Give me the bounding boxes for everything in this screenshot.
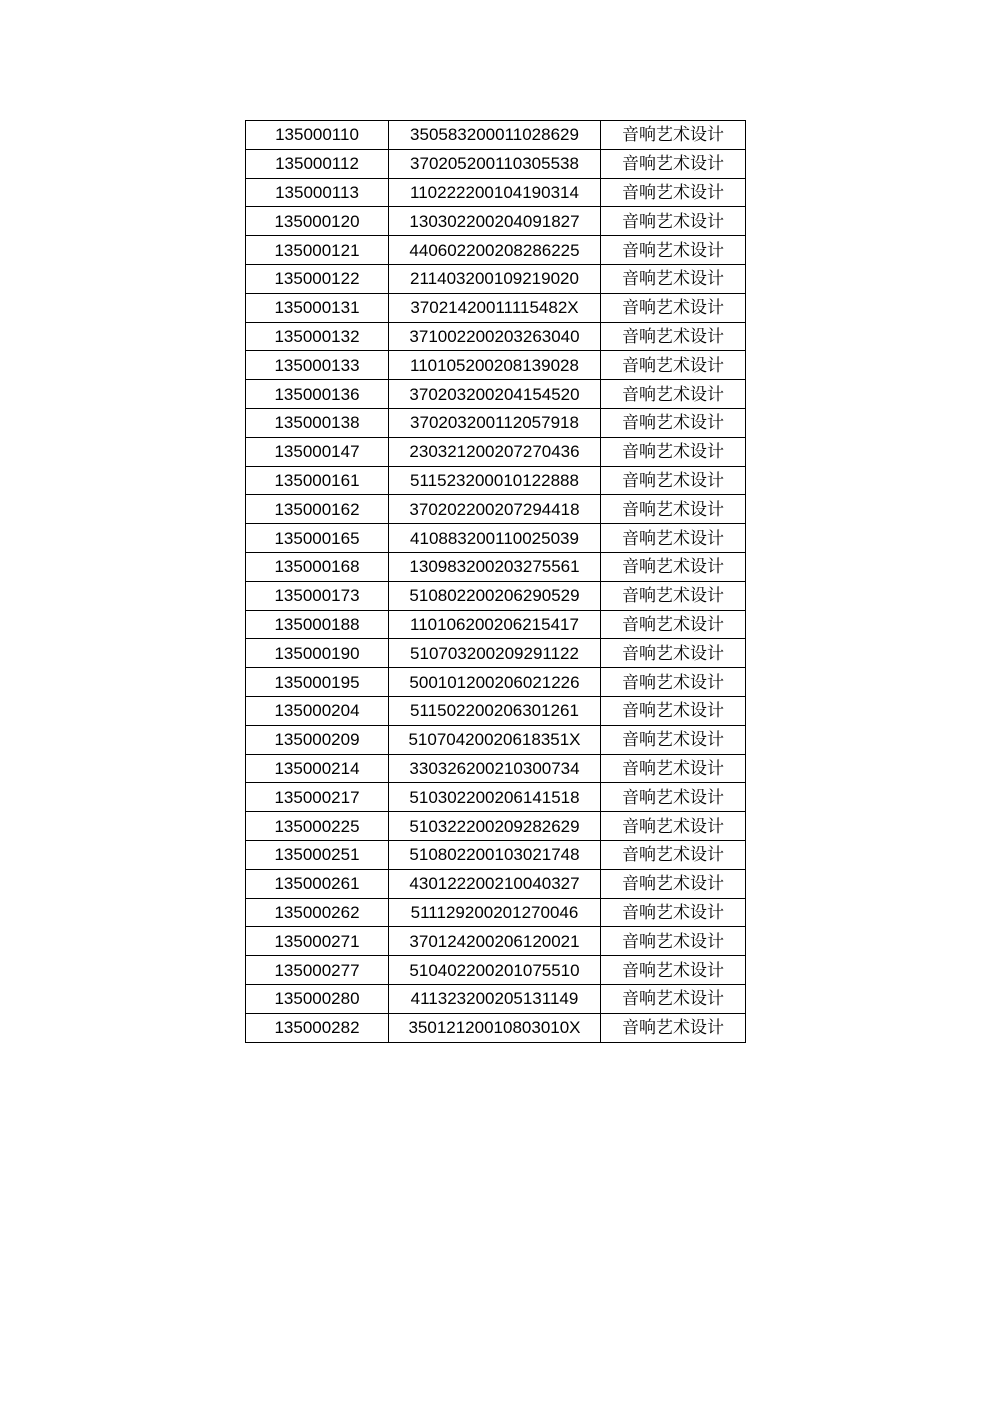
id-number-cell: 370205200110305538 [389,149,601,178]
id-number-cell: 510322200209282629 [389,812,601,841]
exam-number-cell: 135000162 [246,495,389,524]
table-row [246,754,746,783]
id-number-cell: 110105200208139028 [389,351,601,380]
exam-number-cell: 135000131 [246,293,389,322]
major-cell: 音响艺术设计 [601,812,746,841]
table-row [246,351,746,380]
exam-number-cell: 135000147 [246,437,389,466]
exam-number-cell: 135000138 [246,408,389,437]
exam-number-cell: 135000120 [246,207,389,236]
table-row [246,581,746,610]
id-number-cell: 211403200109219020 [389,264,601,293]
major-cell: 音响艺术设计 [601,898,746,927]
id-number-cell: 511129200201270046 [389,898,601,927]
major-cell: 音响艺术设计 [601,466,746,495]
major-cell: 音响艺术设计 [601,552,746,581]
major-cell: 音响艺术设计 [601,581,746,610]
major-cell: 音响艺术设计 [601,1013,746,1042]
major-cell: 音响艺术设计 [601,351,746,380]
exam-number-cell: 135000113 [246,178,389,207]
major-cell: 音响艺术设计 [601,408,746,437]
major-cell: 音响艺术设计 [601,927,746,956]
table-row [246,840,746,869]
major-cell: 音响艺术设计 [601,236,746,265]
id-number-cell: 430122200210040327 [389,869,601,898]
exam-number-cell: 135000165 [246,524,389,553]
major-cell: 音响艺术设计 [601,956,746,985]
major-cell: 音响艺术设计 [601,725,746,754]
table-row [246,121,746,150]
exam-number-cell: 135000121 [246,236,389,265]
id-number-cell: 130983200203275561 [389,552,601,581]
id-number-cell: 51070420020618351X [389,725,601,754]
exam-number-cell: 135000122 [246,264,389,293]
table-row [246,696,746,725]
table-row [246,408,746,437]
exam-number-cell: 135000161 [246,466,389,495]
major-cell: 音响艺术设计 [601,380,746,409]
table-row [246,264,746,293]
major-cell: 音响艺术设计 [601,495,746,524]
table-row [246,927,746,956]
id-number-cell: 37021420011115482X [389,293,601,322]
id-number-cell: 350583200011028629 [389,121,601,150]
id-number-cell: 230321200207270436 [389,437,601,466]
exam-number-cell: 135000214 [246,754,389,783]
major-cell: 音响艺术设计 [601,178,746,207]
id-number-cell: 510703200209291122 [389,639,601,668]
table-row [246,783,746,812]
exam-number-cell: 135000190 [246,639,389,668]
major-cell: 音响艺术设计 [601,121,746,150]
table-row [246,322,746,351]
table-row [246,725,746,754]
id-number-cell: 411323200205131149 [389,984,601,1013]
id-number-cell: 511502200206301261 [389,696,601,725]
exam-number-cell: 135000204 [246,696,389,725]
table-row [246,812,746,841]
table-row [246,552,746,581]
exam-number-cell: 135000261 [246,869,389,898]
major-cell: 音响艺术设计 [601,437,746,466]
roster-table [245,120,746,1043]
table-row [246,610,746,639]
major-cell: 音响艺术设计 [601,754,746,783]
id-number-cell: 371002200203263040 [389,322,601,351]
major-cell: 音响艺术设计 [601,639,746,668]
major-cell: 音响艺术设计 [601,149,746,178]
major-cell: 音响艺术设计 [601,264,746,293]
table-row [246,236,746,265]
exam-number-cell: 135000277 [246,956,389,985]
exam-number-cell: 135000271 [246,927,389,956]
id-number-cell: 511523200010122888 [389,466,601,495]
table-row [246,898,746,927]
table-row [246,293,746,322]
table-row [246,149,746,178]
id-number-cell: 370203200112057918 [389,408,601,437]
table-row [246,380,746,409]
table-row [246,869,746,898]
table-row [246,178,746,207]
id-number-cell: 370202200207294418 [389,495,601,524]
exam-number-cell: 135000251 [246,840,389,869]
table-row [246,466,746,495]
exam-number-cell: 135000168 [246,552,389,581]
major-cell: 音响艺术设计 [601,610,746,639]
id-number-cell: 510402200201075510 [389,956,601,985]
roster-table-body [246,121,746,1043]
id-number-cell: 500101200206021226 [389,668,601,697]
major-cell: 音响艺术设计 [601,293,746,322]
id-number-cell: 510302200206141518 [389,783,601,812]
major-cell: 音响艺术设计 [601,869,746,898]
id-number-cell: 510802200103021748 [389,840,601,869]
id-number-cell: 330326200210300734 [389,754,601,783]
table-row [246,639,746,668]
id-number-cell: 130302200204091827 [389,207,601,236]
exam-number-cell: 135000225 [246,812,389,841]
id-number-cell: 440602200208286225 [389,236,601,265]
major-cell: 音响艺术设计 [601,524,746,553]
major-cell: 音响艺术设计 [601,696,746,725]
id-number-cell: 510802200206290529 [389,581,601,610]
major-cell: 音响艺术设计 [601,783,746,812]
major-cell: 音响艺术设计 [601,668,746,697]
table-row [246,495,746,524]
exam-number-cell: 135000133 [246,351,389,380]
table-row [246,984,746,1013]
major-cell: 音响艺术设计 [601,840,746,869]
exam-number-cell: 135000110 [246,121,389,150]
exam-number-cell: 135000282 [246,1013,389,1042]
table-row [246,524,746,553]
exam-number-cell: 135000209 [246,725,389,754]
id-number-cell: 370124200206120021 [389,927,601,956]
exam-number-cell: 135000195 [246,668,389,697]
exam-number-cell: 135000112 [246,149,389,178]
major-cell: 音响艺术设计 [601,984,746,1013]
exam-number-cell: 135000173 [246,581,389,610]
id-number-cell: 35012120010803010X [389,1013,601,1042]
exam-number-cell: 135000136 [246,380,389,409]
table-row [246,437,746,466]
id-number-cell: 110222200104190314 [389,178,601,207]
table-row [246,668,746,697]
table-row [246,956,746,985]
id-number-cell: 370203200204154520 [389,380,601,409]
major-cell: 音响艺术设计 [601,207,746,236]
exam-number-cell: 135000132 [246,322,389,351]
exam-number-cell: 135000262 [246,898,389,927]
exam-number-cell: 135000280 [246,984,389,1013]
id-number-cell: 110106200206215417 [389,610,601,639]
exam-number-cell: 135000188 [246,610,389,639]
major-cell: 音响艺术设计 [601,322,746,351]
table-row [246,1013,746,1042]
id-number-cell: 410883200110025039 [389,524,601,553]
exam-number-cell: 135000217 [246,783,389,812]
table-row [246,207,746,236]
